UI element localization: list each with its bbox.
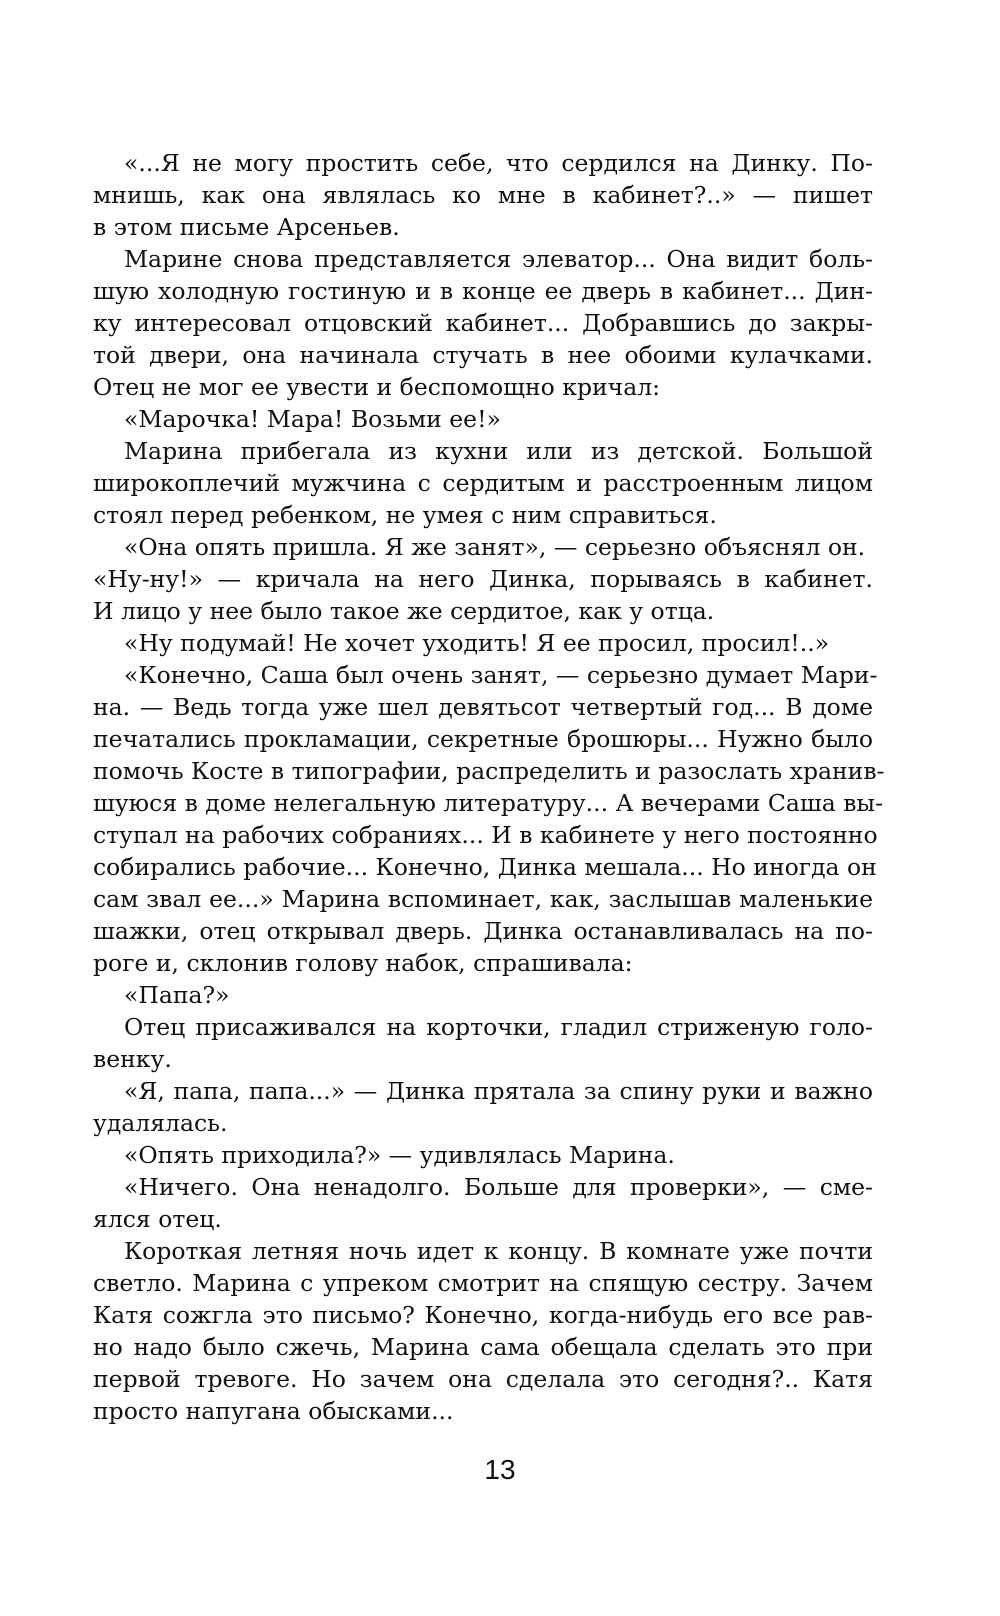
text-line: но надо было сжечь, Марина сама обещала сделать это при [93,1333,873,1361]
text-line: мнишь, как она являлась ко мне в кабинет?..» — пишет [93,181,873,209]
text-line: шую холодную гостиную и в конце ее дверь в кабинет... Дин- [93,277,873,305]
text-line: сам звал ее...» Марина вспоминает, как, заслышав маленькие [93,885,873,913]
text-line: «Ну-ну!» — кричала на него Динка, порываясь в кабинет. [93,565,873,593]
text-line: «Ничего. Она ненадолго. Больше для проверки», — сме- [124,1173,873,1201]
text-line: Короткая летняя ночь идет к концу. В комнате уже почти [124,1237,873,1265]
text-line: Отец присаживался на корточки, гладил стриженую голо- [124,1013,873,1041]
text-line: ступал на рабочих собраниях... И в кабинете у него постоянно [93,821,878,849]
text-line: стоял перед ребенком, не умея с ним справиться. [93,501,717,529]
text-line: печатались прокламации, секретные брошюры... Нужно было [93,725,873,753]
text-line: «Папа?» [124,981,230,1009]
text-line: первой тревоге. Но зачем она сделала это сегодня?.. Катя [93,1365,873,1393]
text-line: удалялась. [93,1109,228,1137]
text-line: роге и, склонив голову набок, спрашивала: [93,949,633,977]
text-line: Катя сожгла это письмо? Конечно, когда-нибудь его все рав- [93,1301,873,1329]
text-line: светло. Марина с упреком смотрит на спящую сестру. Зачем [93,1269,873,1297]
text-line: Марине снова представляется элеватор... Она видит боль- [124,245,873,273]
text-line: «Ну подумай! Не хочет уходить! Я ее просил, просил!..» [124,629,830,657]
text-line: шуюся в доме нелегальную литературу... А вечерами Саша вы- [93,789,884,817]
text-line: просто напугана обысками... [93,1397,454,1425]
text-line: широкоплечий мужчина с сердитым и расстроенным лицом [93,469,873,497]
text-line: «Опять приходила?» — удивлялась Марина. [124,1141,675,1169]
text-line: «...Я не могу простить себе, что сердился на Динку. По- [124,149,873,177]
text-line: на. — Ведь тогда уже шел девятьсот четвертый год... В доме [93,693,873,721]
text-line: шажки, отец открывал дверь. Динка останавливалась на по- [93,917,873,945]
text-line: ку интересовал отцовский кабинет... Добравшись до закры- [93,309,873,337]
text-line: «Она опять пришла. Я же занят», — серьезно объяснял он. [124,533,866,561]
text-line: венку. [93,1045,172,1073]
text-line: Отец не мог ее увести и беспомощно кричал: [93,373,661,401]
text-line: ялся отец. [93,1205,222,1233]
text-line: Марина прибегала из кухни или из детской. Большой [124,437,873,465]
text-line: собирались рабочие... Конечно, Динка мешала... Но иногда он [93,853,877,881]
text-line: в этом письме Арсеньев. [93,213,400,241]
text-line: «Я, папа, папа...» — Динка прятала за спину руки и важно [124,1077,873,1105]
page-body-text [93,147,885,1427]
text-line: той двери, она начинала стучать в нее обоими кулачками. [93,341,873,369]
text-line: помочь Косте в типографии, распределить и разослать хранив- [93,757,885,785]
text-line: «Конечно, Саша был очень занят, — серьезно думает Мари- [124,661,878,689]
page-number: 13 [484,1454,516,1485]
text-line: И лицо у нее было такое же сердитое, как у отца. [93,597,715,625]
text-line: «Марочка! Мара! Возьми ее!» [124,405,501,433]
